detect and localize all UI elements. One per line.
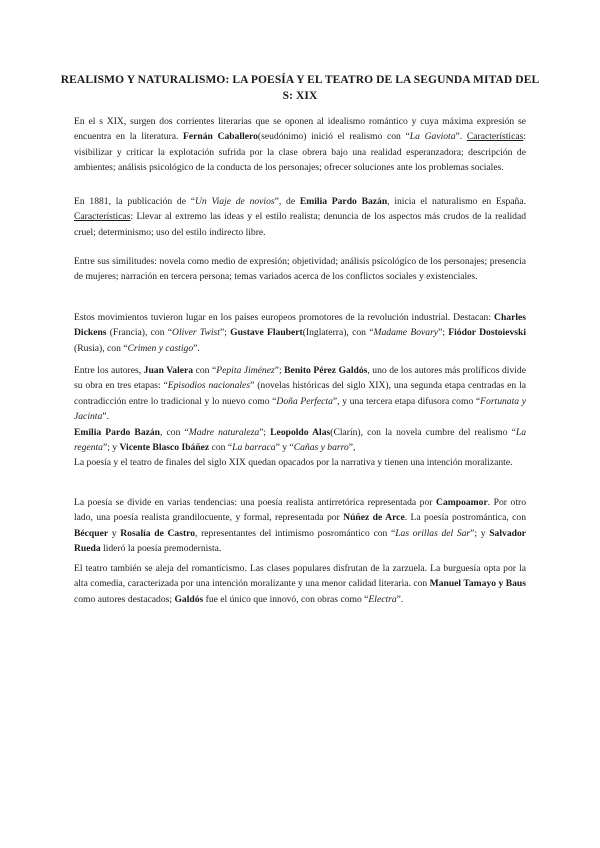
- text-run: (Inglaterra), con “: [302, 327, 374, 339]
- text-run: ”;: [438, 327, 449, 339]
- text-run: fue el único que innovó, con obras como “: [203, 593, 369, 605]
- text-run: con “: [209, 442, 233, 454]
- text-run: (Francia), con “: [106, 327, 173, 339]
- text-run: , uno de los autores más prolíficos divide su obra en tres etapas: “: [74, 365, 526, 392]
- text-run: ”;: [259, 426, 271, 438]
- author-name: Fernán Caballero: [183, 131, 258, 143]
- text-run: , inicia el naturalismo en España.: [387, 196, 527, 207]
- author-name: Gustave Flaubert: [230, 327, 303, 339]
- text-run: En 1881, la publicación de “: [74, 196, 195, 207]
- characteristics-label: Características: [74, 211, 131, 223]
- text-run: ”;: [274, 365, 285, 376]
- text-run: . La poesía postromántica, con: [404, 512, 526, 524]
- text-run: ”, de: [274, 196, 300, 207]
- text-run: En el s XIX, surgen dos corrientes literarias que se oponen al idealismo romántico y cuya máxima expresión se encuentra en la literatura.: [74, 116, 526, 143]
- text-run: ” y “: [275, 442, 294, 454]
- work-title: Un Viaje de novios: [195, 196, 275, 207]
- text-run: : visibilizar y criticar la explotación sufrida por la clase obrera bajo una realidad esperanzadora; descripción de ambientes; análisis psicológico de la conducta de los personajes; ofrecer soluciones ante los problemas sociales.: [74, 131, 527, 174]
- characteristics-label: Características: [466, 131, 524, 143]
- author-name: Emilia Pardo Bazán: [299, 196, 388, 207]
- text-run: : Llevar al extremo las ideas y el estilo realista; denuncia de los aspectos más crudos de la realidad cruel; determinismo; uso del estilo indirecto libre.: [74, 211, 526, 238]
- text-run: como autores destacados;: [74, 593, 175, 605]
- text-run: , con “: [160, 426, 189, 438]
- author-name: Fiódor Dostoievski: [448, 327, 527, 339]
- work-title: Pepita Jiménez: [216, 365, 275, 376]
- author-name: Leopoldo Alas: [270, 426, 331, 438]
- work-title: Fortunata y Jacinta: [74, 395, 526, 423]
- author-name: Juan Valera: [143, 365, 194, 376]
- paragraph-realismo: [74, 114, 526, 176]
- text-run: (seudónimo) inició el realismo con “: [257, 131, 410, 143]
- text-run: ”.: [193, 342, 200, 354]
- text-run: ”; y: [102, 442, 120, 454]
- text-run: ”,: [348, 442, 356, 454]
- text-run: lideró la poesía premodernista.: [100, 543, 222, 555]
- author-name: Charles Dickens: [74, 312, 526, 339]
- work-title: Madame Bovary: [373, 327, 439, 339]
- text-run: (Clarín), con la novela cumbre del realismo “: [330, 426, 516, 438]
- text-run: ”, y una tercera etapa difusora como “: [332, 395, 481, 407]
- work-title: Doña Perfecta: [276, 395, 333, 407]
- author-name: Núñez de Arce: [343, 512, 405, 524]
- author-name: Campoamor: [436, 497, 488, 508]
- document-title: REALISMO Y NATURALISMO: LA POESÍA Y EL TEATRO DE LA SEGUNDA MITAD DEL S: XIX: [60, 74, 540, 102]
- work-title: La Gaviota: [409, 131, 456, 143]
- paragraph-poesia: [74, 495, 526, 557]
- work-title: Madre naturaleza: [188, 426, 260, 438]
- work-title: Las orillas del Sar: [395, 527, 471, 539]
- author-name: Manuel Tamayo y Baus: [429, 578, 526, 590]
- text-run: Entre los autores,: [74, 365, 144, 376]
- work-title: Episodios nacionales: [167, 380, 251, 392]
- author-name: Emilia Pardo Bazán: [74, 426, 161, 438]
- text-run: La poesía se divide en varias tendencias: una poesía realista antirretórica representada por: [74, 497, 437, 508]
- text-run: , representantes del intimismo posromántico con “: [195, 527, 396, 539]
- paragraph-movimientos: [74, 310, 526, 356]
- paragraph-autores: [74, 363, 526, 471]
- text-run: Estos movimientos tuvieron lugar en los países europeos promotores de la revolución industrial. Destacan:: [74, 312, 495, 323]
- text-run: ”;: [219, 327, 231, 339]
- author-name: Galdós: [174, 593, 204, 605]
- text-run: ” (novelas históricas del siglo XIX), una segunda etapa centradas en la contradicción entre lo tradicional y lo nuevo como “: [74, 380, 526, 407]
- text-run: . Por otro lado, una poesía realista grandilocuente, y formal, representada por: [74, 497, 526, 524]
- text-run: con “: [193, 365, 217, 376]
- work-title: Cañas y barro: [293, 442, 349, 454]
- work-title: Oliver Twist: [172, 327, 220, 339]
- work-title: Crimen y castigo: [127, 342, 194, 354]
- author-name: Benito Pérez Galdós: [284, 365, 368, 376]
- author-name: Vicente Blasco Ibáñez: [119, 442, 210, 454]
- text-run: ”.: [102, 411, 109, 423]
- text-run: y: [108, 527, 121, 539]
- paragraph-naturalismo: [74, 194, 526, 240]
- text-run: ”; y: [470, 527, 490, 539]
- work-title: Electra: [368, 593, 397, 605]
- work-title: La barraca: [232, 442, 276, 454]
- text-run: ”.: [455, 131, 467, 143]
- text-run: ”.: [396, 593, 404, 605]
- text-run: (Rusia), con “: [74, 342, 128, 354]
- author-name: Salvador Rueda: [74, 527, 527, 555]
- paragraph-similitudes: [74, 254, 526, 285]
- author-name: Bécquer: [74, 527, 109, 539]
- author-name: Rosalía de Castro: [120, 527, 196, 539]
- text-run: La poesía y el teatro de finales del siglo XIX quedan opacados por la narrativa y tienen una intención moralizante.: [74, 457, 513, 469]
- text-run: El teatro también se aleja del romanticismo. Las clases populares disfrutan de la zarzuela. La burguesía opta por la alta comedia, caracterizada por una intención moralizante y una menor calidad literaria. con: [74, 563, 526, 590]
- text-run: Entre sus similitudes: novela como medio de expresión; objetividad; análisis psicológico de los personajes; presencia de mujeres; narración en tercera persona; temas variados acerca de los conflictos sociales y existenciales.: [74, 256, 526, 283]
- work-title: La regenta: [74, 426, 526, 454]
- paragraph-teatro: [74, 561, 526, 607]
